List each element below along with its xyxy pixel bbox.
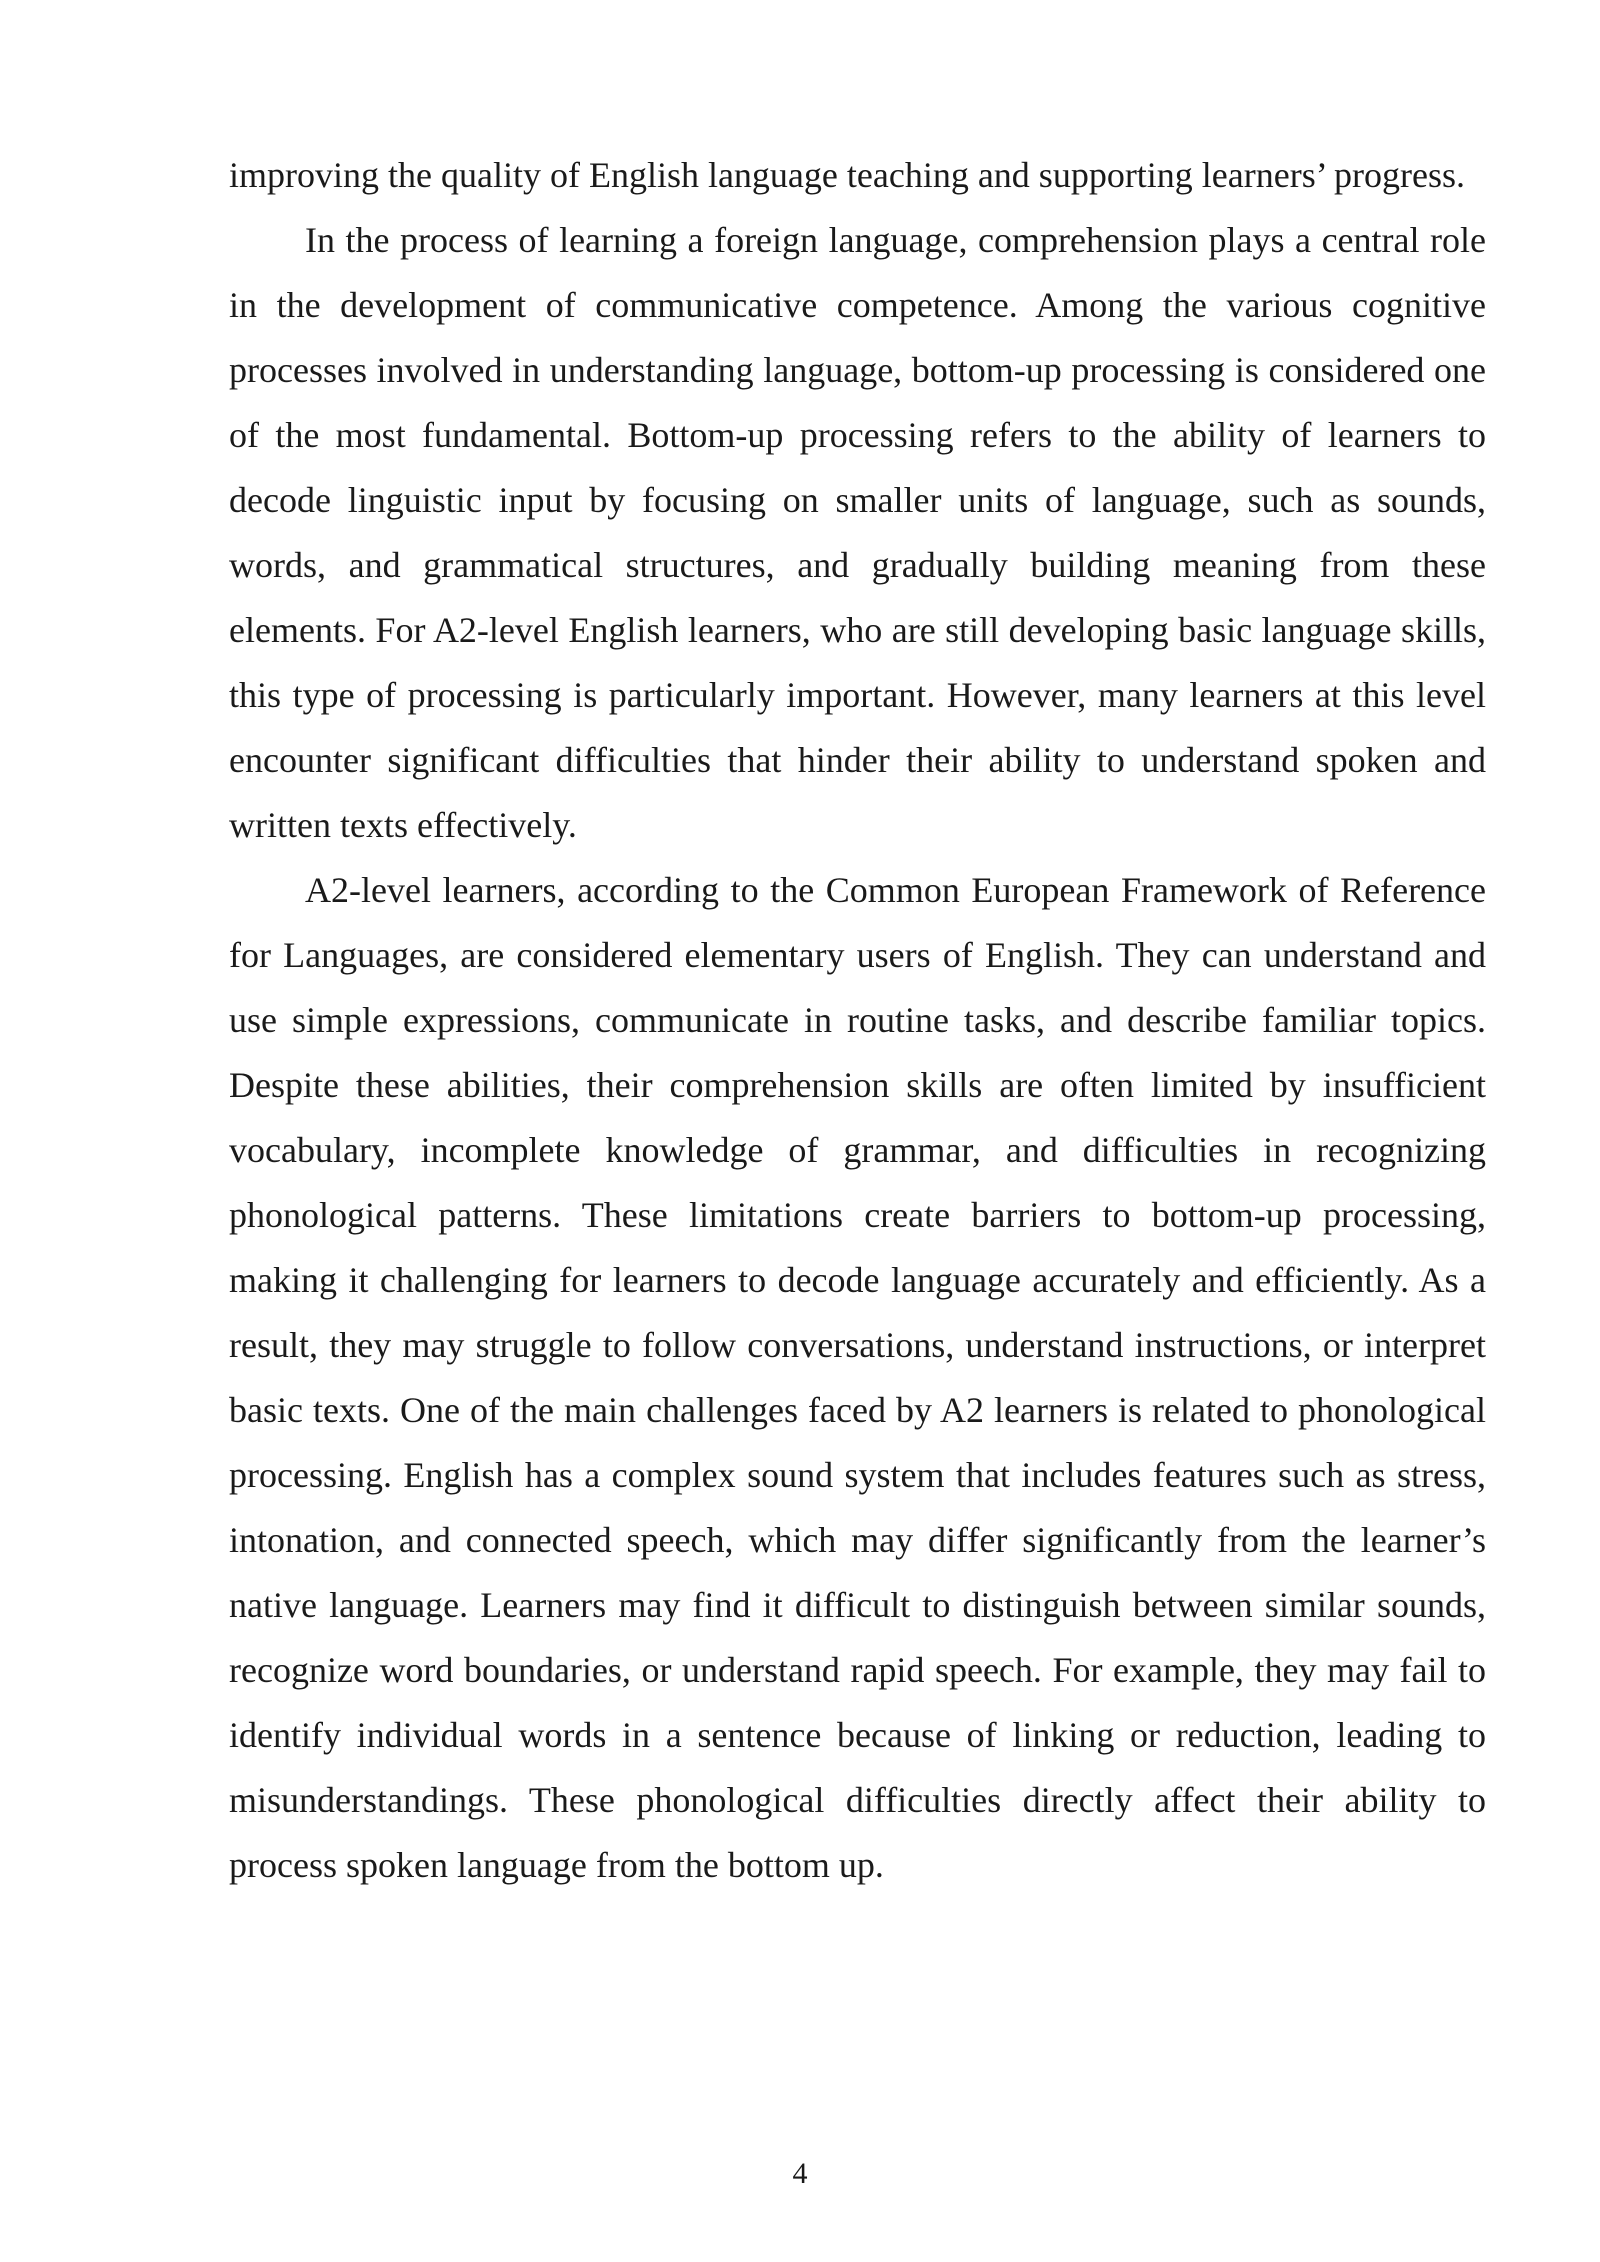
body-text [229,143,1486,1898]
paragraph-continuation: improving the quality of English language teaching and supporting learners’ progress. [229,155,1466,195]
paragraph-a2-learners: A2-level learners, according to the Common European Framework of Reference for Languages, are considered elementary users of English. They can understand and use simple expressions, communicate in routine tasks, and describe familiar topics. Despite these abilities, their comprehension skills are often limited by insufficient vocabulary, incomplete knowledge of grammar, and difficulties in recognizing phonological patterns. These limitations create barriers to bottom-up processing, making it challenging for learners to decode language accurately and efficiently. As a result, they may struggle to follow conversations, understand instructions, or interpret basic texts. One of the main challenges faced by A2 learners is related to phonological processing. English has a complex sound system that includes features such as stress, intonation, and connected speech, which may differ significantly from the learner’s native language. Learners may find it difficult to distinguish between similar sounds, recognize word boundaries, or understand rapid speech. For example, they may fail to identify individual words in a sentence because of linking or reduction, leading to misunderstandings. These phonological difficulties directly affect their ability to process spoken language from the bottom up. [229,870,1486,1885]
page-number: 4 [792,2157,808,2190]
paragraph-comprehension: In the process of learning a foreign language, comprehension plays a central role in the development of communicative competence. Among the various cognitive processes involved in understanding language, bottom-up processing is considered one of the most fundamental. Bottom-up processing refers to the ability of learners to decode linguistic input by focusing on smaller units of language, such as sounds, words, and grammatical structures, and gradually building meaning from these elements. For A2-level English learners, who are still developing basic language skills, this type of processing is particularly important. However, many learners at this level encounter significant difficulties that hinder their ability to understand spoken and written texts effectively. [229,220,1486,845]
